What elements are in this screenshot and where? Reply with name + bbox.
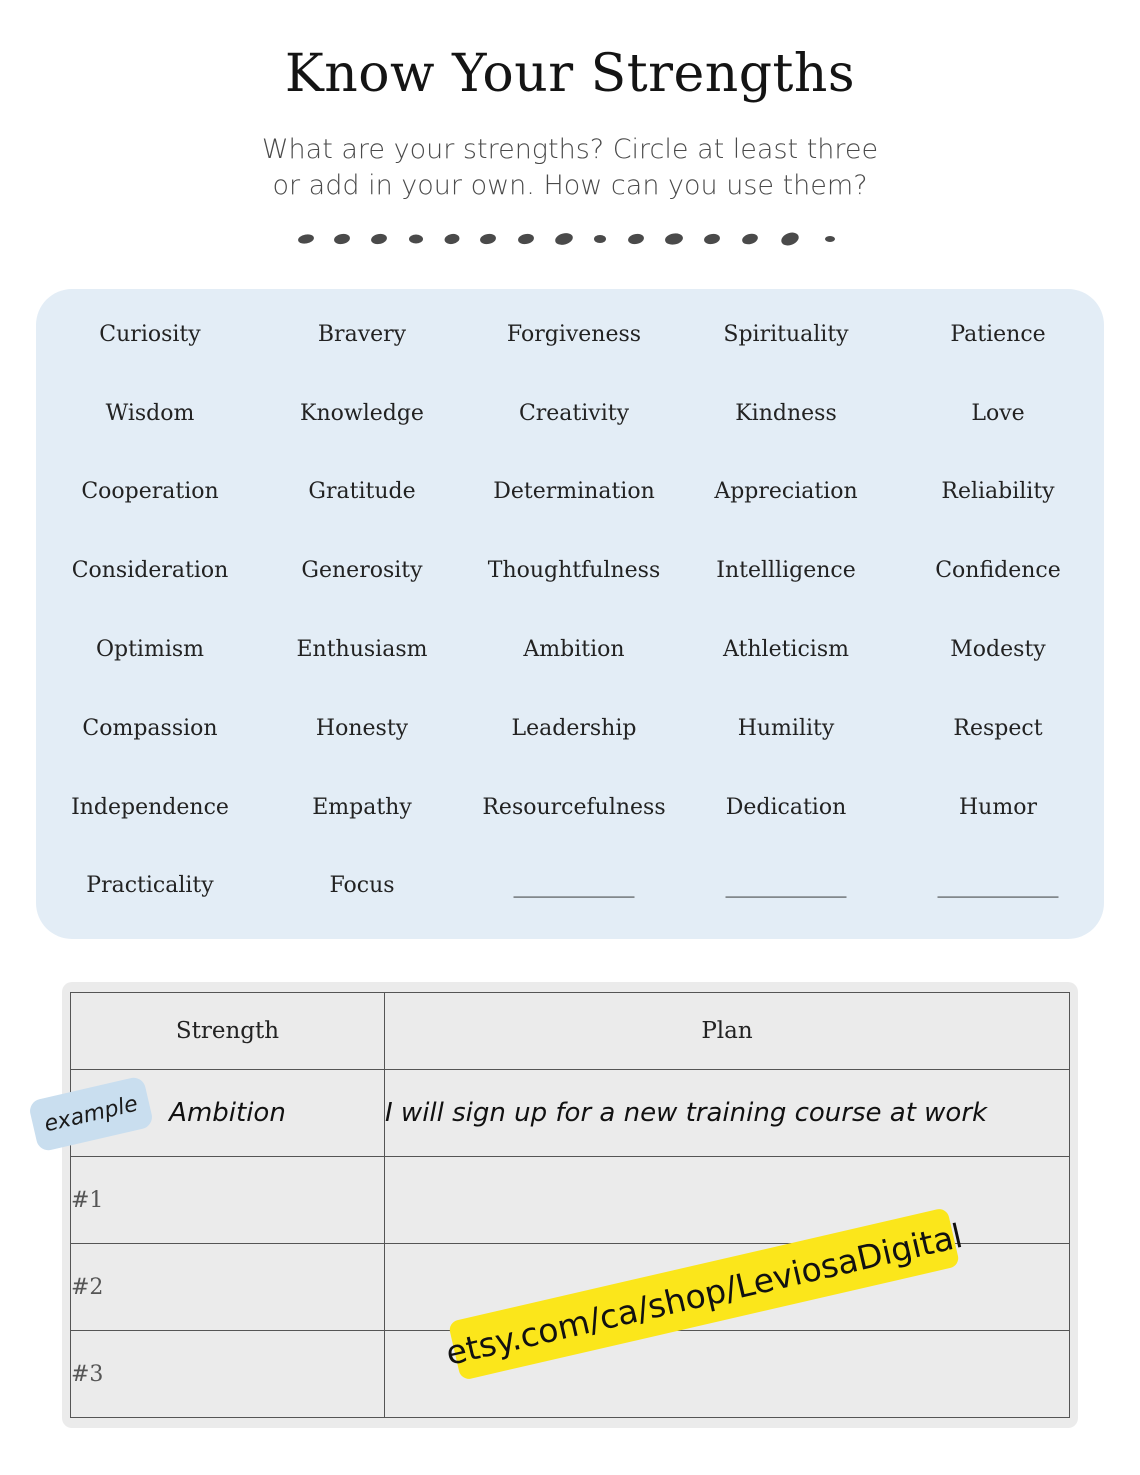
strength-word[interactable]: Thoughtfulness [487,558,661,584]
shop-watermark: etsy.com/ca/shop/LeviosaDigital [448,1207,960,1381]
divider-dot [444,233,461,245]
decorative-dot-divider [290,228,850,250]
instructions [0,132,1140,204]
row-number[interactable]: #1 [71,1157,385,1244]
strength-word[interactable]: Spirituality [723,321,849,347]
strength-word[interactable]: Resourcefulness [482,794,666,820]
header-strength: Strength [71,993,385,1070]
strength-word[interactable]: Optimism [95,637,205,663]
instructions-line-1: What are your strengths? Circle at least three [261,134,879,165]
custom-strength-blank[interactable]: ___________ [513,873,635,899]
divider-dot [370,233,387,246]
example-plan: I will sign up for a new training course at work [385,1070,1070,1157]
strength-word[interactable]: Independence [71,794,229,820]
strength-word[interactable]: Focus [329,873,395,899]
strength-word[interactable]: Determination [493,479,655,505]
strength-word[interactable]: Confidence [935,558,1061,584]
strength-word[interactable]: Gratitude [308,479,416,505]
plan-table-container [62,982,1078,1428]
example-strength: Ambition [71,1070,385,1157]
divider-dot [703,233,720,246]
divider-dot [779,230,800,247]
strength-word[interactable]: Enthusiasm [296,637,428,663]
strength-word[interactable]: Curiosity [99,321,201,347]
plan-cell[interactable] [385,1157,1070,1244]
strength-word[interactable]: Intellligence [716,558,856,584]
example-label-tag: example [28,1075,155,1152]
strength-word[interactable]: Ambition [523,637,625,663]
divider-dot [664,232,684,246]
divider-dot [594,235,606,243]
custom-strength-blank[interactable]: ___________ [725,873,847,899]
divider-dot [517,233,534,246]
custom-strength-blank[interactable]: ___________ [937,873,1059,899]
strength-word[interactable]: Leadership [511,715,637,741]
header-plan: Plan [385,993,1070,1070]
strength-word[interactable]: Humor [959,794,1037,820]
strength-word[interactable]: Humility [737,715,835,741]
strength-word[interactable]: Forgiveness [506,321,642,347]
strength-word[interactable]: Creativity [518,400,630,426]
strength-word[interactable]: Dedication [725,794,847,820]
page-title: Know Your Strengths [284,44,856,104]
strength-word[interactable]: Respect [953,715,1043,741]
strength-word[interactable]: Honesty [315,715,409,741]
strength-word[interactable]: Appreciation [714,479,858,505]
divider-dot [554,231,574,246]
strength-word[interactable]: Patience [950,321,1046,347]
strength-word[interactable]: Bravery [317,321,407,347]
divider-dot [409,235,423,244]
strength-word[interactable]: Modesty [950,637,1046,663]
strength-word[interactable]: Empathy [312,794,412,820]
row-number[interactable]: #3 [71,1331,385,1418]
divider-dot [825,236,835,242]
strength-word[interactable]: Practicality [86,873,214,899]
table-header-row [71,993,1070,1070]
strength-word[interactable]: Consideration [71,558,229,584]
strength-word[interactable]: Love [971,400,1025,426]
strength-word[interactable]: Cooperation [81,479,219,505]
strength-word[interactable]: Generosity [301,558,423,584]
strength-word[interactable]: Wisdom [105,400,195,426]
strength-word[interactable]: Knowledge [300,400,424,426]
strength-word[interactable]: Kindness [735,400,837,426]
divider-dot [333,233,350,246]
divider-dot [741,232,759,246]
row-number[interactable]: #2 [71,1244,385,1331]
strengths-panel [36,289,1104,939]
example-row [71,1070,1070,1157]
strength-word[interactable]: Athleticism [723,637,849,663]
divider-dot [297,233,314,245]
divider-dot [627,233,644,246]
divider-dot [479,233,496,246]
strengths-grid [44,295,1104,925]
strength-word[interactable]: Compassion [82,715,218,741]
instructions-line-2: or add in your own. How can you use them? [272,170,868,201]
strength-word[interactable]: Reliability [941,479,1055,505]
